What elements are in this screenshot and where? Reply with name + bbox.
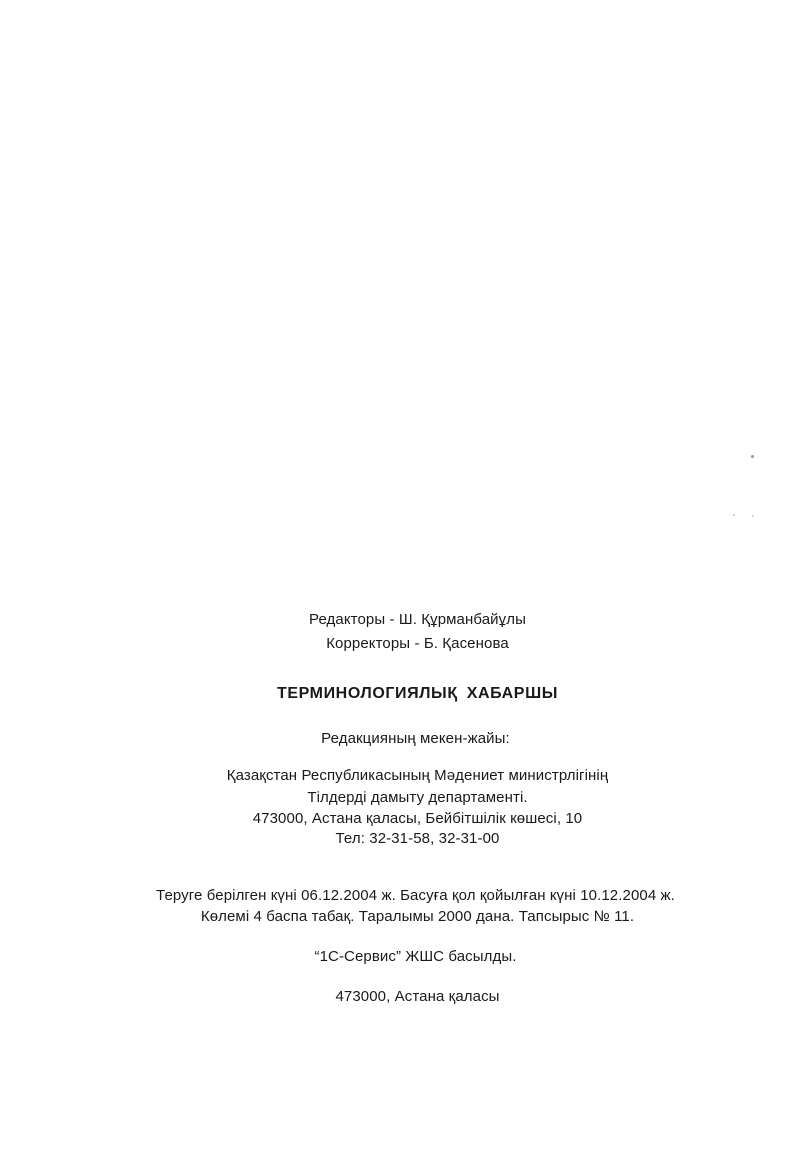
scan-speck <box>751 455 754 458</box>
scan-speck <box>752 515 754 517</box>
address-line-2: Тілдерді дамыту департаменті. <box>307 789 528 806</box>
editor-line: Редакторы - Ш. Құрманбайұлы <box>309 611 526 628</box>
printer-location-line: 473000, Астана қаласы <box>335 988 500 1005</box>
address-line-3: 473000, Астана қаласы, Бейбітшілік көшесі, 10 <box>252 810 583 827</box>
print-volume-line: Көлемі 4 баспа табақ. Таралымы 2000 дана. Тапсырыс № 11. <box>200 908 635 925</box>
print-dates-line: Теруге берілген күні 06.12.2004 ж. Басуға қол қойылған күні 10.12.2004 ж. <box>156 887 675 904</box>
address-line-1: Қазақстан Республикасының Мәдениет министрлігінің <box>226 767 609 784</box>
phone-line: Тел: 32-31-58, 32-31-00 <box>335 830 500 847</box>
proofreader-line: Корректоры - Б. Қасенова <box>326 635 509 652</box>
scan-speck <box>733 514 735 516</box>
address-heading: Редакцияның мекен-жайы: <box>321 730 510 747</box>
printer-name-line: “1С-Сервис” ЖШС басылды. <box>314 948 517 965</box>
publication-title: ТЕРМИНОЛОГИЯЛЫҚ ХАБАРШЫ <box>276 685 559 702</box>
